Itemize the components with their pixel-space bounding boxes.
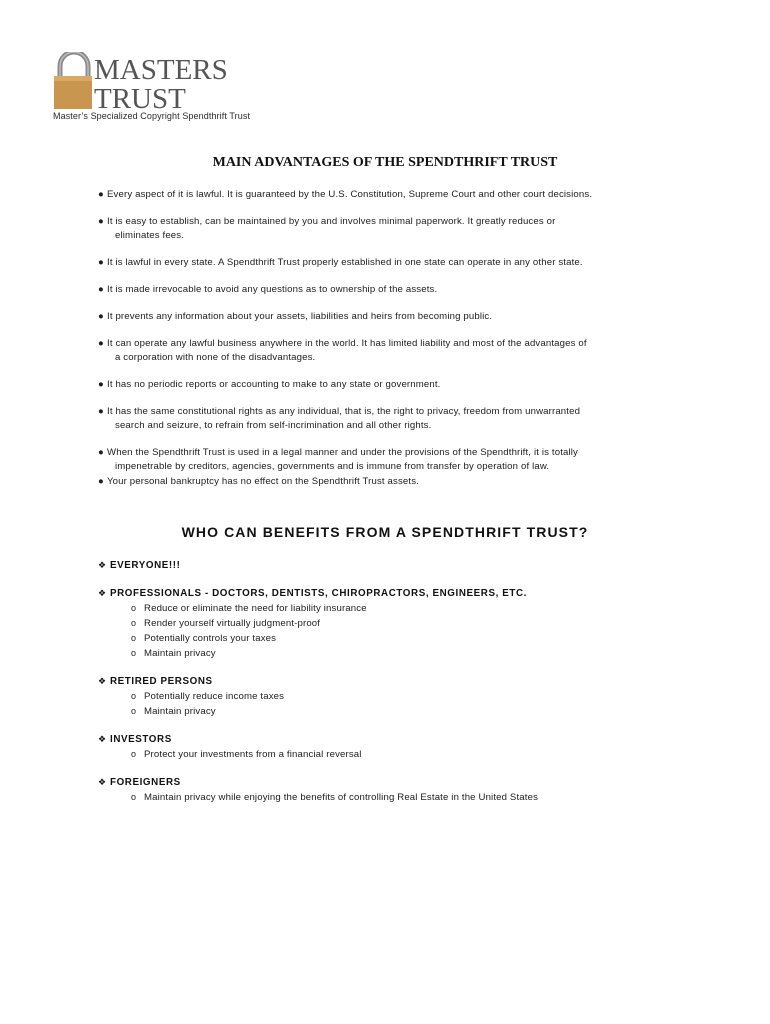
- bullet-icon: ●: [98, 406, 104, 417]
- tagline: Master’s Specialized Copyright Spendthrift Trust: [53, 111, 251, 121]
- bullet-icon: ●: [98, 447, 104, 458]
- list-item: [98, 378, 698, 392]
- svg-text:TRUST: TRUST: [94, 83, 186, 112]
- beneficiaries-list: [98, 558, 718, 818]
- group-title-text: PROFESSIONALS - DOCTORS, DENTISTS, CHIROPRACTORS, ENGINEERS, ETC.: [110, 588, 527, 599]
- item-text: Protect your investments from a financial reversal: [144, 749, 362, 760]
- bullet-icon: ●: [98, 216, 104, 227]
- beneficiary-group: [98, 586, 718, 661]
- beneficiaries-heading: WHO CAN BENEFITS FROM A SPENDTHRIFT TRUST?: [181, 524, 589, 540]
- list-item: [131, 631, 718, 646]
- circle-bullet-icon: o: [131, 792, 137, 802]
- item-text: It is easy to establish, can be maintained by you and involves minimal paperwork. It greatly reduces or: [107, 216, 556, 227]
- item-text: Reduce or eliminate the need for liability insurance: [144, 603, 367, 614]
- item-text: It is lawful in every state. A Spendthrift Trust properly established in one state can operate in any other state.: [107, 257, 583, 268]
- beneficiary-group: [98, 775, 718, 805]
- item-text: Every aspect of it is lawful. It is guaranteed by the U.S. Constitution, Supreme Court and other court decisions.: [107, 189, 593, 200]
- item-text: It is made irrevocable to avoid any questions as to ownership of the assets.: [107, 284, 438, 295]
- item-text: Potentially controls your taxes: [144, 633, 277, 644]
- item-text: It prevents any information about your assets, liabilities and heirs from becoming public.: [107, 311, 493, 322]
- bullet-icon: ●: [98, 338, 104, 349]
- item-text: It has no periodic reports or accounting to make to any state or government.: [107, 379, 441, 390]
- list-item: [131, 689, 718, 704]
- bullet-icon: ●: [98, 189, 104, 200]
- list-item: [131, 601, 718, 616]
- list-item: [131, 616, 718, 631]
- item-text: It can operate any lawful business anywhere in the world. It has limited liability and most of the advantages of: [107, 338, 587, 349]
- beneficiary-group: [98, 732, 718, 762]
- item-text-continued: search and seizure, to refrain from self-incrimination and all other rights.: [115, 420, 432, 431]
- group-items: [98, 689, 718, 719]
- list-item: [131, 704, 718, 719]
- item-text: Maintain privacy: [144, 706, 216, 717]
- list-item: [131, 646, 718, 661]
- padlock-logo-icon: [52, 52, 252, 112]
- diamond-bullet-icon: ❖: [98, 734, 107, 744]
- list-item: [98, 215, 698, 243]
- list-item: [131, 747, 718, 762]
- group-title-text: RETIRED PERSONS: [110, 676, 213, 687]
- circle-bullet-icon: o: [131, 691, 137, 701]
- group-title-text: EVERYONE!!!: [110, 560, 181, 571]
- list-item: [98, 188, 698, 202]
- svg-text:MASTERS: MASTERS: [94, 54, 228, 86]
- circle-bullet-icon: o: [131, 648, 137, 658]
- item-text: Your personal bankruptcy has no effect on the Spendthrift Trust assets.: [107, 476, 419, 487]
- item-text: When the Spendthrift Trust is used in a legal manner and under the provisions of the Spendthrift, it is totally: [107, 447, 579, 458]
- group-items: [98, 747, 718, 762]
- advantages-list: [98, 188, 698, 489]
- list-item: [98, 475, 698, 489]
- group-title: [98, 586, 718, 601]
- item-text: Render yourself virtually judgment-proof: [144, 618, 321, 629]
- circle-bullet-icon: o: [131, 706, 137, 716]
- group-title: [98, 732, 718, 747]
- list-item: [131, 790, 718, 805]
- item-text-continued: impenetrable by creditors, agencies, governments and is immune from transfer by operation of law.: [115, 461, 550, 472]
- item-text: It has the same constitutional rights as any individual, that is, the right to privacy, freedom from unwarranted: [107, 406, 581, 417]
- item-text: Maintain privacy while enjoying the benefits of controlling Real Estate in the United States: [144, 792, 539, 803]
- bullet-icon: ●: [98, 257, 104, 268]
- masters-trust-logo: [52, 52, 252, 112]
- list-item: [98, 256, 698, 270]
- list-item: [98, 405, 698, 433]
- circle-bullet-icon: o: [131, 603, 137, 613]
- beneficiary-group: [98, 674, 718, 719]
- bullet-icon: ●: [98, 311, 104, 322]
- diamond-bullet-icon: ❖: [98, 777, 107, 787]
- item-text: Potentially reduce income taxes: [144, 691, 285, 702]
- list-item: [98, 310, 698, 324]
- bullet-icon: ●: [98, 284, 104, 295]
- group-title: [98, 558, 718, 573]
- group-title: [98, 674, 718, 689]
- group-title: [98, 775, 718, 790]
- advantages-heading: MAIN ADVANTAGES OF THE SPENDTHRIFT TRUST: [212, 155, 558, 170]
- group-title-text: INVESTORS: [110, 734, 172, 745]
- group-title-text: FOREIGNERS: [110, 777, 181, 788]
- item-text: Maintain privacy: [144, 648, 216, 659]
- circle-bullet-icon: o: [131, 633, 137, 643]
- bullet-icon: ●: [98, 379, 104, 390]
- list-item: [98, 446, 698, 474]
- group-items: [98, 790, 718, 805]
- list-item: [98, 283, 698, 297]
- circle-bullet-icon: o: [131, 618, 137, 628]
- beneficiary-group: [98, 558, 718, 573]
- diamond-bullet-icon: ❖: [98, 560, 107, 570]
- bullet-icon: ●: [98, 476, 104, 487]
- list-item: [98, 337, 698, 365]
- circle-bullet-icon: o: [131, 749, 137, 759]
- diamond-bullet-icon: ❖: [98, 588, 107, 598]
- item-text-continued: a corporation with none of the disadvantages.: [115, 352, 316, 363]
- diamond-bullet-icon: ❖: [98, 676, 107, 686]
- group-items: [98, 601, 718, 661]
- item-text-continued: eliminates fees.: [115, 230, 185, 241]
